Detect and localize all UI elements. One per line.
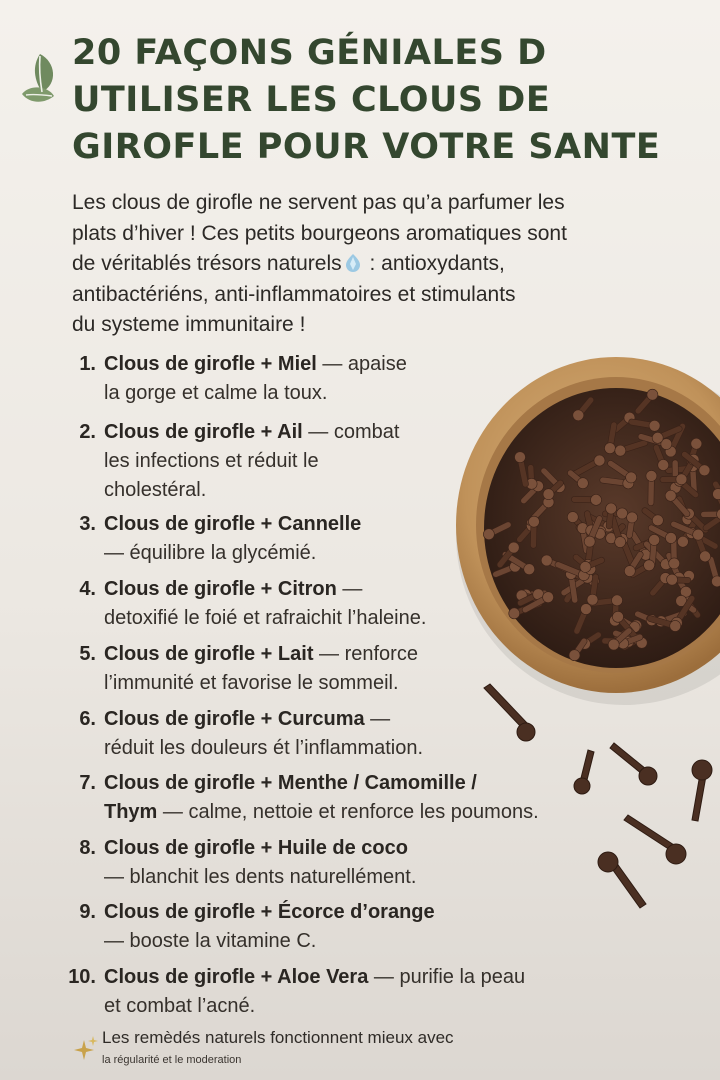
item-number: 8. (79, 837, 96, 859)
item-desc: la gorge et calme la toux. (104, 382, 328, 404)
item-combo: Clous de girofle + Menthe / Camomille / (104, 772, 477, 794)
intro-line-1: Les clous de girofle ne servent pas qu’a parfumer les (72, 191, 565, 214)
item-desc: les infections et réduit le (104, 450, 319, 472)
footer-main-text: Les remèdés naturels fonctionnent mieux avec (102, 1028, 454, 1047)
item-number: 3. (79, 513, 96, 535)
item-combo: Clous de girofle + Écorce d’orange (104, 901, 435, 923)
item-combo: Clous de girofle + Cannelle (104, 513, 362, 535)
item-combo: Clous de girofle + Lait (104, 643, 314, 665)
item-combo: Clous de girofle + Ail (104, 421, 303, 443)
item-combo: Clous de girofle + Huile de coco (104, 837, 408, 859)
intro-paragraph (72, 188, 672, 341)
item-number: 7. (79, 772, 96, 794)
item-desc: — (336, 578, 363, 600)
item-desc: — équilibre la glycémié. (104, 542, 317, 564)
item-desc: detoxifié le foié et rafraichit l’haleine. (104, 607, 427, 629)
item-number: 6. (79, 708, 96, 730)
item-desc: — renforce (313, 643, 418, 665)
intro-line-5: du systeme immunitaire ! (72, 313, 306, 336)
diamond-icon (344, 253, 362, 273)
item-desc: — blanchit les dents naturellément. (104, 866, 417, 888)
intro-line-3a: de véritablés trésors naturels (72, 252, 342, 275)
title-line-2: UTILISER LES CLOUS DE (72, 80, 551, 120)
item-desc: — purifie la peau (368, 966, 526, 988)
item-combo: Clous de girofle + Curcuma (104, 708, 365, 730)
item-combo: Clous de girofle + Miel (104, 353, 317, 375)
item-desc: cholestéral. (104, 479, 207, 501)
item-desc: — apaise (316, 353, 407, 375)
intro-line-4: antibactériéns, anti-inflammatoires et stimulants (72, 282, 516, 306)
item-number: 4. (79, 578, 96, 600)
item-number: 2. (79, 421, 96, 443)
item-desc: réduit les douleurs ét l’inflammation. (104, 737, 424, 759)
sparkle-icon (74, 1036, 98, 1062)
leaf-icon (18, 50, 62, 110)
item-desc: — calme, nettoie et renforce les poumons. (157, 801, 539, 823)
item-desc: — (364, 708, 391, 730)
item-combo: Clous de girofle + Citron (104, 578, 337, 600)
intro-line-2: plats d’hiver ! Ces petits bourgeons aromatiques sont (72, 221, 567, 245)
item-desc: l’immunité et favorise le sommeil. (104, 672, 399, 694)
item-number: 10. (68, 966, 96, 988)
item-desc: — combat (302, 421, 400, 443)
page-title (72, 30, 712, 171)
item-desc: et combat l’acné. (104, 995, 256, 1017)
item-desc: — booste la vitamine C. (104, 930, 317, 952)
title-line-1: 20 FAÇONS GÉNIALES D (72, 33, 547, 73)
title-line-3: GIROFLE POUR VOTRE SANTE (72, 127, 661, 167)
intro-line-3 (72, 249, 672, 280)
footer-sub-text: la régularité et le moderation (102, 1054, 242, 1066)
item-number: 5. (79, 643, 96, 665)
item-combo: Clous de girofle + Aloe Vera (104, 966, 369, 988)
item-number: 1. (79, 353, 96, 375)
item-combo: Thym (104, 801, 158, 823)
item-number: 9. (79, 901, 96, 923)
intro-line-3b: : antioxydants, (363, 252, 505, 275)
